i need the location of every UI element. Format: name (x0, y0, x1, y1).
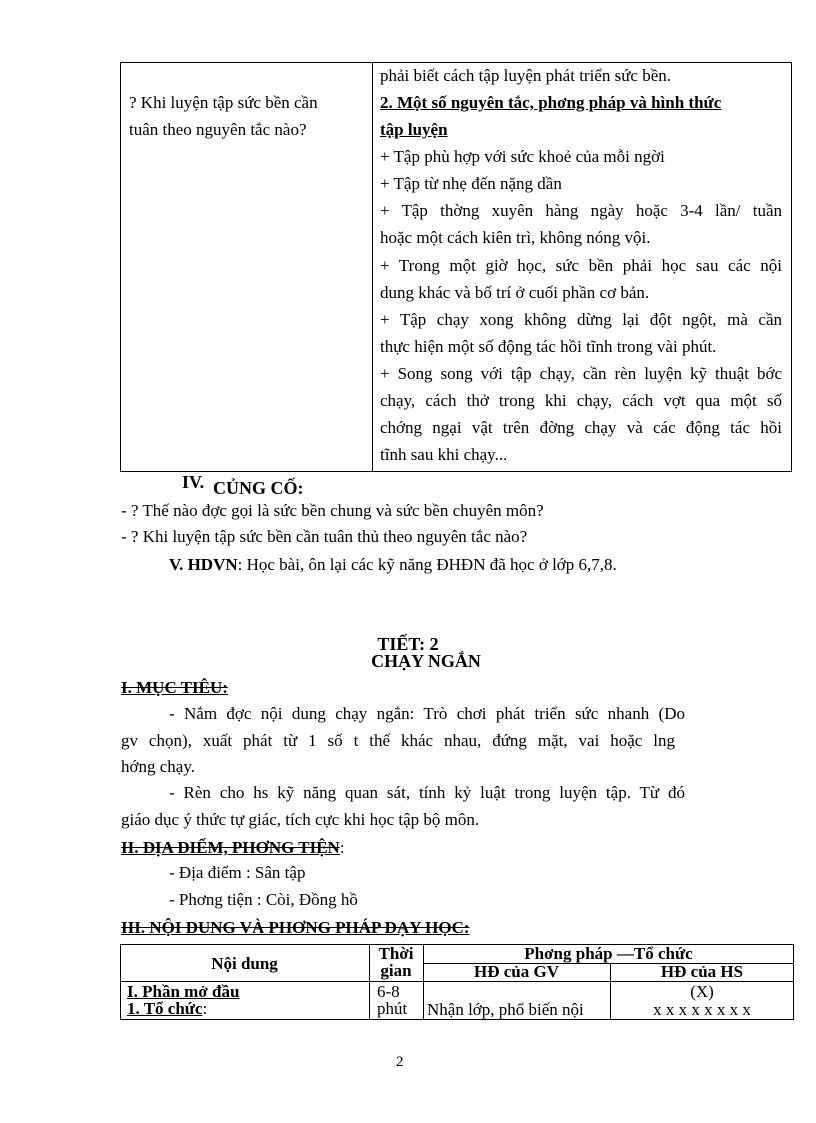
row-student-formation-1: (X) (690, 982, 714, 1001)
consolidation-heading: CỦNG CỐ: (213, 478, 304, 498)
location-place: - Địa điểm : Sân tập (169, 863, 306, 882)
principle-line: hoặc một cách kiên trì, không nóng vội. (380, 228, 651, 247)
principle-line: + Tập phù hợp với sức khoẻ của mỗi ngời (380, 147, 665, 166)
row-time-2: phút (377, 999, 408, 1018)
lesson-title: CHẠY NGẮN (371, 651, 481, 671)
row-item-line (127, 1000, 207, 1018)
question-line-1: ? Khi luyện tập sức bền cần (129, 93, 318, 112)
page-number: 2 (396, 1054, 404, 1070)
row-teacher-activity: Nhận lớp, phổ biến nội (427, 1000, 584, 1019)
review-question-2: - ? Khi luyện tập sức bền cần tuân thủ theo nguyên tắc nào? (121, 527, 528, 546)
principle-line: chạy, cách thở trong khi chạy, cách vợt qua một số (380, 391, 782, 410)
location-heading-line (121, 838, 345, 858)
col-student-header: HĐ của HS (660, 962, 744, 981)
lesson-number: TIẾT: 2 (377, 634, 439, 654)
homework-text: : Học bài, ôn lại các kỹ năng ĐHĐN đã học ở lớp 6,7,8. (237, 555, 617, 574)
section-heading-line-1: 2. Một số nguyên tắc, phơng pháp và hình thức (380, 93, 722, 112)
col-time-header-1: Thời (378, 944, 414, 963)
principle-line: tĩnh sau khi chạy... (380, 445, 508, 464)
review-question-1: - ? Thế nào đợc gọi là sức bền chung và sức bền chuyên môn? (121, 501, 544, 520)
question-line-2: tuân theo nguyên tắc nào? (129, 120, 307, 139)
objectives-heading: I. MỤC TIÊU: (121, 678, 228, 697)
col-content-header: Nội dung (211, 954, 278, 973)
principle-line: + Trong một giờ học, sức bền phải học sau các nội (380, 256, 782, 275)
right-intro-line: phải biết cách tập luyện phát triển sức bền. (380, 66, 672, 85)
row-item-label: 1. Tổ chức (127, 999, 203, 1018)
row-part-label: I. Phần mở đầu (127, 982, 240, 1001)
objective-line: hớng chạy. (121, 757, 195, 776)
principle-line: + Tập thờng xuyên hàng ngày hoặc 3-4 lần/ tuần (380, 201, 782, 220)
objective-line: gv chọn), xuất phát từ 1 số t thế khác nhau, đứng mặt, vai hoặc lng (121, 731, 675, 750)
objective-line: - Rèn cho hs kỹ năng quan sát, tính kỷ luật trong luyện tập. Từ đó (169, 783, 685, 802)
principle-line: + Tập chạy xong không dừng lại đột ngột, mà cần (380, 310, 782, 329)
principle-line: + Tập từ nhẹ đến nặng dần (380, 174, 562, 193)
principle-line: thực hiện một số động tác hồi tĩnh trong vài phút. (380, 337, 717, 356)
principle-line: + Song song với tập chạy, cần rèn luyện kỹ thuật bớc (380, 364, 782, 383)
row-student-formation-2: x x x x x x x x (653, 1000, 751, 1019)
location-heading: II. ĐỊA ĐIỂM, PHƠNG TIỆN (121, 838, 340, 857)
homework-label: V. HDVN (169, 555, 238, 574)
location-heading-colon: : (339, 838, 345, 857)
consolidation-number: IV. (182, 472, 205, 492)
column-divider (372, 63, 373, 471)
row-item-colon: : (202, 999, 208, 1018)
col-time-header-2: gian (380, 961, 412, 980)
row-time-1: 6-8 (377, 982, 400, 1001)
section-heading-line-2: tập luyện (380, 120, 448, 139)
objective-line: - Nắm đợc nội dung chạy ngắn: Trò chơi phát triển sức nhanh (Do (169, 704, 685, 723)
principle-line: dung khác và bố trí ở cuối phần cơ bản. (380, 283, 650, 302)
homework-line (169, 555, 617, 575)
col-method-header: Phơng pháp —Tổ chức (524, 944, 693, 963)
location-equipment: - Phơng tiện : Còi, Đồng hồ (169, 890, 358, 909)
principle-line: chớng ngại vật trên đờng chạy và các động tác hồi (380, 418, 782, 437)
col-teacher-header: HĐ của GV (474, 962, 559, 981)
objective-line: giáo dục ý thức tự giác, tích cực khi học tập bộ môn. (121, 810, 480, 829)
content-heading: III. NỘI DUNG VÀ PHƠNG PHÁP DẠY HỌC: (121, 918, 470, 937)
